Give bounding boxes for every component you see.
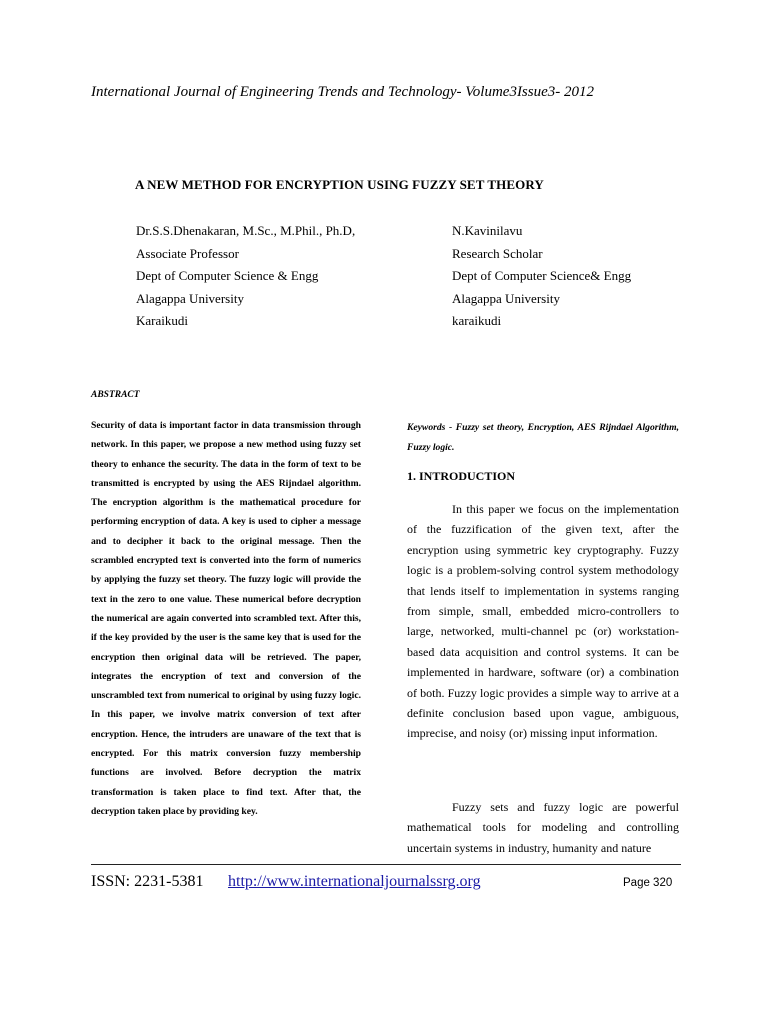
author-dept: Dept of Computer Science& Engg — [452, 268, 632, 284]
introduction-paragraph-1: In this paper we focus on the implementation of the fuzzification of the given text, after the encryption using symmetric key cryptography. Fuzzy logic is a problem-solving control system methodology that lends itself to implementation in systems ranging from simple, small, embedded micro-controllers to large, networked, multi-channel pc (or) workstation-based data acquisition and control systems. It can be implemented in hardware, software (or) a combination of both. Fuzzy logic provides a simple way to arrive at a definite conclusion based upon vague, ambiguous, imprecise, and noisy (or) missing input information. — [407, 502, 679, 741]
footer-issn: ISSN: 2231-5381 — [91, 873, 204, 890]
author-role: Associate Professor — [136, 245, 239, 261]
author-city: karaikudi — [452, 313, 502, 329]
author-block-2 — [452, 220, 631, 333]
author-city: Karaikudi — [136, 313, 188, 329]
paper-title: A NEW METHOD FOR ENCRYPTION USING FUZZY SET THEORY — [135, 177, 544, 192]
author-university: Alagappa University — [452, 290, 560, 306]
author-dept: Dept of Computer Science & Engg — [136, 268, 319, 284]
page-number: Page 320 — [623, 877, 673, 889]
footer-divider — [91, 864, 681, 865]
author-role: Research Scholar — [452, 245, 543, 261]
keywords: Keywords - Fuzzy set theory, Encryption, AES Rijndael Algorithm, Fuzzy logic. — [407, 422, 679, 453]
abstract-text: Security of data is important factor in data transmission through network. In this paper, we propose a new method using fuzzy set theory to enhance the security. The data in the form of text to be transmitted is encrypted by using the AES Rijndael algorithm. The encryption algorithm is the mathematical procedure for performing encryption of data. A key is used to cipher a message and to decipher it back to the original message. Then the scrambled encrypted text is converted into the form of numerics by applying the fuzzy set theory. The fuzzy logic will provide the text in the zero to one value. These numerical before decryption the numerical are again converted into scrambled text. After this, if the key provided by the user is the same key that is used for the encryption then original data will be retrieved. The paper, integrates the encryption of text and conversion of the unscrambled text from numerical to original by using fuzzy logic. In this paper, we involve matrix conversion of text after encryption. Hence, the intruders are unaware of the text that is encrypted. For this matrix conversion fuzzy membership functions are involved. Before decryption the matrix transformation is taken place to find text. After that, the decryption taken place by providing key. — [91, 420, 361, 817]
abstract-heading: ABSTRACT — [91, 390, 140, 400]
author-university: Alagappa University — [136, 290, 244, 306]
introduction-heading: 1. INTRODUCTION — [407, 469, 516, 483]
journal-header: International Journal of Engineering Trends and Technology- Volume3Issue3- 2012 — [91, 84, 595, 100]
author-name: Dr.S.S.Dhenakaran, M.Sc., M.Phil., Ph.D, — [136, 223, 356, 238]
introduction-paragraph-2: Fuzzy sets and fuzzy logic are powerful mathematical tools for modeling and controlling uncertain systems in industry, humanity and nature — [407, 800, 679, 855]
author-block-1 — [136, 220, 355, 333]
author-name: N.Kavinilavu — [452, 223, 523, 238]
footer-url-link[interactable]: http://www.internationaljournalssrg.org — [228, 873, 481, 890]
